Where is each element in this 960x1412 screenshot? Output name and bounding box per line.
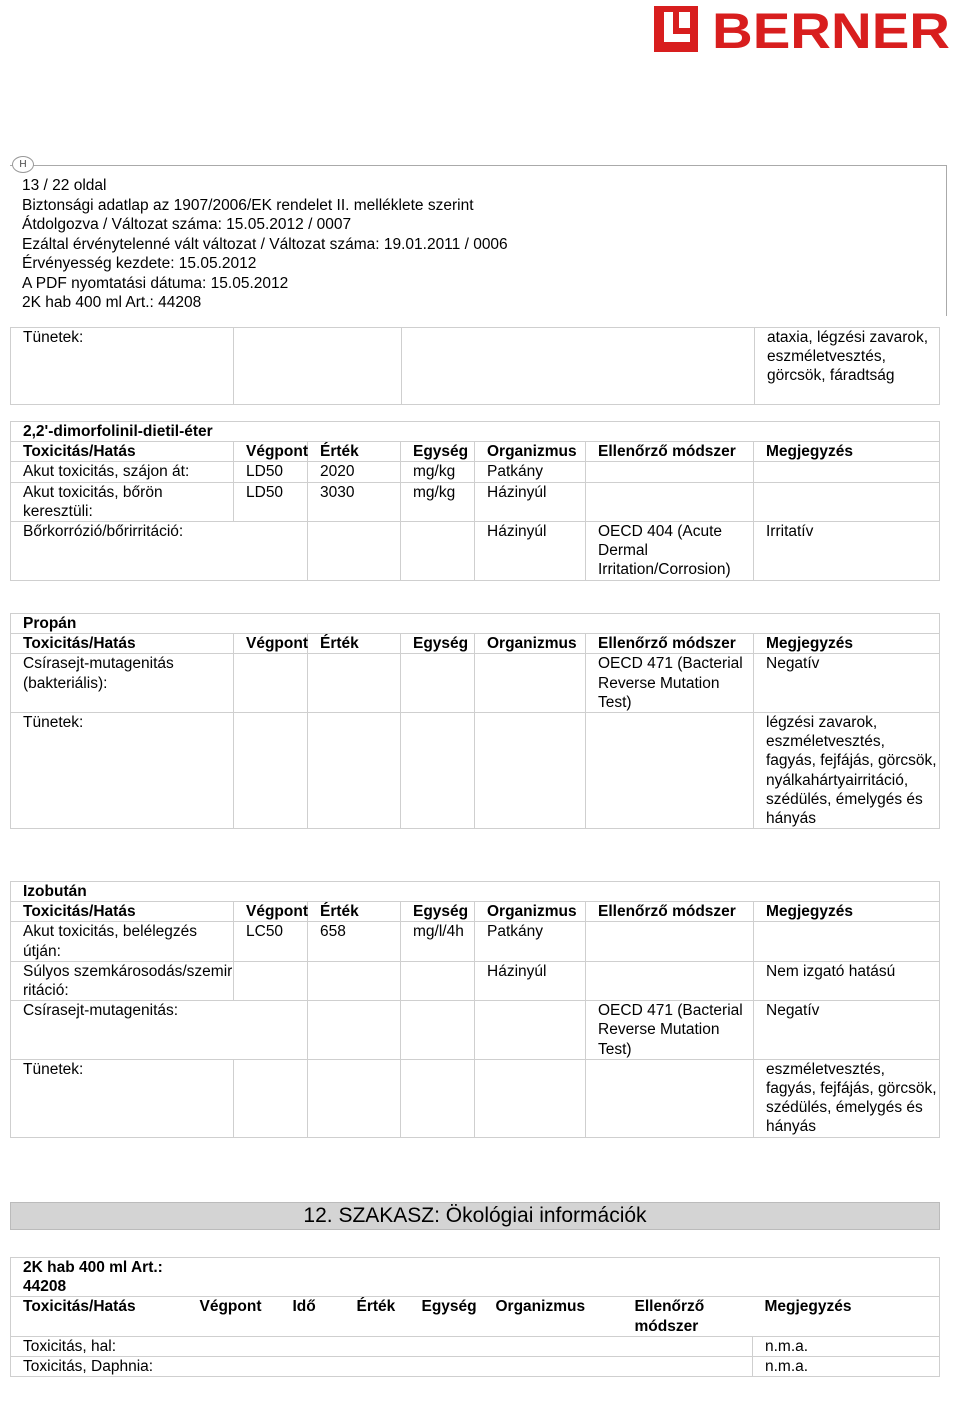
row-method [586, 961, 754, 1000]
col-organism: Organizmus [484, 1297, 623, 1336]
document-title: Biztonsági adatlap az 1907/2006/EK rendelet II. melléklete szerint [22, 196, 474, 214]
col-method: Ellenőrző módszer [586, 634, 754, 654]
col-organism: Organizmus [475, 634, 586, 654]
substance-title: Izobután [11, 882, 940, 902]
col-endpoint: Végpont [234, 902, 308, 922]
col-endpoint: Végpont [188, 1297, 281, 1336]
row-unit [401, 522, 475, 581]
col-remark: Megjegyzés [754, 902, 940, 922]
row-unit: mg/kg [401, 462, 475, 482]
row-method [586, 1059, 754, 1137]
table-row [11, 654, 940, 713]
row-unit [401, 1001, 475, 1060]
col-unit: Egység [401, 442, 475, 462]
row-endpoint [234, 654, 308, 713]
col-toxicity: Toxicitás/Hatás [11, 1297, 188, 1336]
product-title: 2K hab 400 ml Art.: 44208 [11, 1258, 940, 1297]
row-value: 2020 [308, 462, 401, 482]
row-label: Tünetek: [11, 1059, 234, 1137]
col-unit: Egység [410, 1297, 484, 1336]
col-endpoint: Végpont [234, 442, 308, 462]
row-endpoint [234, 961, 308, 1000]
row-method [586, 482, 754, 521]
row-label: Bőrkorrózió/bőrirritáció: [11, 522, 308, 581]
symptoms-note: ataxia, légzési zavarok, eszméletvesztés, görcsök, fáradtság [755, 328, 940, 405]
row-value [308, 961, 401, 1000]
berner-logo [654, 6, 954, 52]
row-organism [475, 713, 586, 829]
row-value [308, 713, 401, 829]
col-toxicity: Toxicitás/Hatás [11, 902, 234, 922]
table-row [11, 1001, 940, 1060]
col-organism: Organizmus [475, 442, 586, 462]
row-remark: n.m.a. [753, 1357, 940, 1377]
product-line: 2K hab 400 ml Art.: 44208 [22, 294, 202, 311]
page-number: 13 / 22 oldal [22, 177, 107, 194]
row-organism [475, 654, 586, 713]
col-value: Érték [345, 1297, 410, 1336]
row-label: Toxicitás, hal: [11, 1336, 753, 1356]
col-remark: Megjegyzés [754, 442, 940, 462]
substance-title: 2,2'-dimorfolinil-dietil-éter [11, 422, 940, 442]
row-value [308, 1001, 401, 1060]
tox-table-izobutan [10, 881, 940, 1138]
row-unit [401, 654, 475, 713]
row-method: OECD 471 (Bacterial Reverse Mutation Test) [586, 1001, 754, 1060]
col-organism: Organizmus [475, 902, 586, 922]
row-remark [754, 482, 940, 521]
tox-table-propan [10, 613, 940, 829]
row-label: Súlyos szemkárosodás/szemirritáció: [11, 961, 234, 1000]
logo-wordmark: BERNER [712, 6, 950, 52]
table-row [11, 462, 940, 482]
row-label: Akut toxicitás, szájon át: [11, 462, 234, 482]
table-row [11, 1336, 940, 1356]
row-method [586, 713, 754, 829]
row-organism: Patkány [475, 462, 586, 482]
section-12-heading: 12. SZAKASZ: Ökológiai információk [10, 1202, 940, 1230]
row-endpoint [234, 713, 308, 829]
eco-table [10, 1257, 940, 1377]
table-row [11, 713, 940, 829]
row-label: Toxicitás, Daphnia: [11, 1357, 753, 1377]
col-unit: Egység [401, 634, 475, 654]
row-remark [754, 922, 940, 961]
row-method: OECD 471 (Bacterial Reverse Mutation Test) [586, 654, 754, 713]
row-organism: Házinyúl [475, 522, 586, 581]
row-label: Tünetek: [11, 713, 234, 829]
row-remark: Nem izgató hatású [754, 961, 940, 1000]
row-remark: Negatív [754, 654, 940, 713]
table-row [11, 1059, 940, 1137]
col-value: Érték [308, 902, 401, 922]
print-date-line: A PDF nyomtatási dátuma: 15.05.2012 [22, 274, 289, 292]
row-remark: légzési zavarok, eszméletvesztés, fagyás, fejfájás, görcsök, nyálkahártyairritáció, szédülés, émelygés és hányás [754, 713, 940, 829]
row-label: Csírasejt-mutagenitás: [11, 1001, 308, 1060]
row-endpoint: LD50 [234, 462, 308, 482]
col-time: Idő [281, 1297, 345, 1336]
col-method: Ellenőrző módszer [623, 1297, 753, 1336]
row-value: 658 [308, 922, 401, 961]
col-toxicity: Toxicitás/Hatás [11, 442, 234, 462]
revision-line: Átdolgozva / Változat száma: 15.05.2012 / 0007 [22, 216, 352, 233]
row-label: Akut toxicitás, bőrön keresztüli: [11, 482, 234, 521]
row-unit: mg/kg [401, 482, 475, 521]
table-row [11, 961, 940, 1000]
col-method: Ellenőrző módszer [586, 902, 754, 922]
superseded-line: Ezáltal érvénytelenné vált változat / Változat száma: 19.01.2011 / 0006 [22, 235, 508, 253]
row-value [308, 654, 401, 713]
table-row [11, 922, 940, 961]
tox-table-dimorfolinil [10, 421, 940, 581]
table-row [11, 1357, 940, 1377]
row-endpoint: LC50 [234, 922, 308, 961]
row-unit [401, 713, 475, 829]
table-row [11, 482, 940, 521]
row-value [308, 1059, 401, 1137]
row-organism: Házinyúl [475, 482, 586, 521]
row-remark: Negatív [754, 1001, 940, 1060]
row-organism: Patkány [475, 922, 586, 961]
col-value: Érték [308, 442, 401, 462]
row-organism [475, 1059, 586, 1137]
row-organism: Házinyúl [475, 961, 586, 1000]
col-remark: Megjegyzés [754, 634, 940, 654]
row-value [308, 522, 401, 581]
row-organism [475, 1001, 586, 1060]
row-label: Akut toxicitás, belélegzés útján: [11, 922, 234, 961]
row-unit: mg/l/4h [401, 922, 475, 961]
row-method [586, 922, 754, 961]
symptoms-table [10, 327, 940, 405]
col-unit: Egység [401, 902, 475, 922]
substance-title: Propán [11, 614, 940, 634]
row-value: 3030 [308, 482, 401, 521]
row-unit [401, 1059, 475, 1137]
valid-from-line: Érvényesség kezdete: 15.05.2012 [22, 255, 257, 272]
row-remark: Irritatív [754, 522, 940, 581]
row-remark [754, 462, 940, 482]
row-unit [401, 961, 475, 1000]
hazard-badge: H [12, 156, 34, 173]
row-remark: n.m.a. [753, 1336, 940, 1356]
row-method [586, 462, 754, 482]
col-endpoint: Végpont [234, 634, 308, 654]
row-endpoint: LD50 [234, 482, 308, 521]
row-method: OECD 404 (Acute Dermal Irritation/Corrosion) [586, 522, 754, 581]
row-endpoint [234, 1059, 308, 1137]
row-label: Csírasejt-mutagenitás (bakteriális): [11, 654, 234, 713]
col-value: Érték [308, 634, 401, 654]
col-remark: Megjegyzés [753, 1297, 940, 1336]
symptoms-label: Tünetek: [11, 328, 234, 405]
col-toxicity: Toxicitás/Hatás [11, 634, 234, 654]
row-remark: eszméletvesztés, fagyás, fejfájás, görcsök, szédülés, émelygés és hányás [754, 1059, 940, 1137]
col-method: Ellenőrző módszer [586, 442, 754, 462]
table-row [11, 522, 940, 581]
